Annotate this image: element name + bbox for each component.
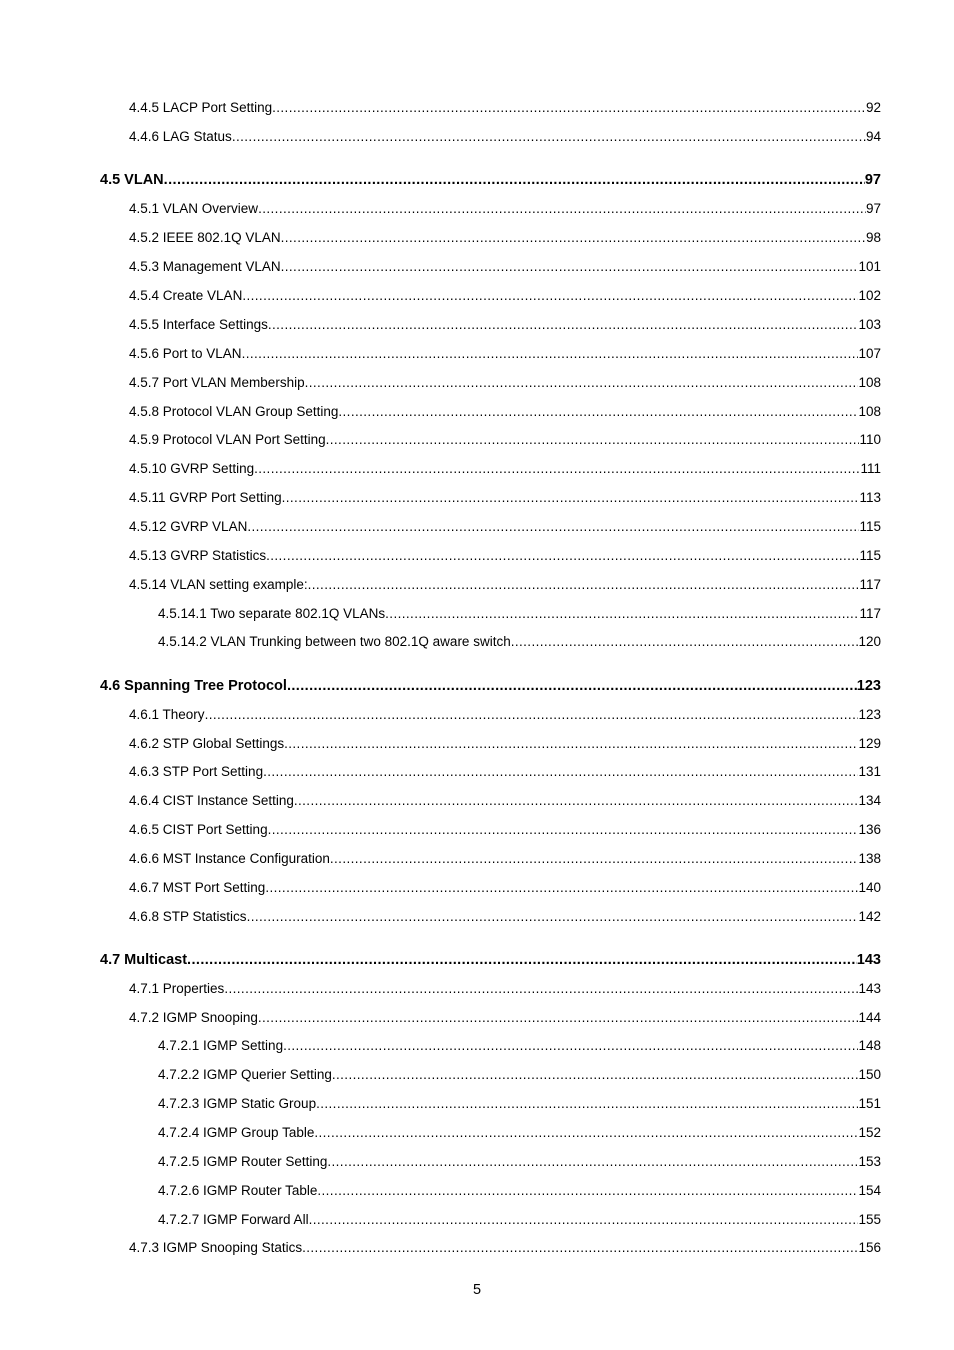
- toc-page-number: 103: [858, 317, 881, 332]
- toc-page-number: 140: [858, 880, 881, 895]
- toc-page-number: 94: [865, 129, 881, 144]
- toc-entry[interactable]: [129, 703, 881, 723]
- toc-page-number: 108: [858, 375, 881, 390]
- toc-dot-leader: [308, 577, 860, 593]
- toc-entry-title: 4.5 VLAN: [100, 172, 164, 188]
- toc-page-number: 143: [858, 981, 881, 996]
- toc-page-number: 92: [865, 100, 881, 115]
- toc-dot-leader: [284, 736, 858, 752]
- toc-page-number: 102: [858, 288, 881, 303]
- toc-entry[interactable]: [129, 760, 881, 780]
- toc-entry[interactable]: [158, 602, 881, 622]
- toc-entry-title: 4.6.8 STP Statistics: [129, 909, 247, 924]
- toc-entry[interactable]: [158, 1092, 881, 1112]
- toc-dot-leader: [511, 634, 859, 650]
- toc-entry[interactable]: [129, 371, 881, 391]
- toc-entry-title: 4.5.1 VLAN Overview: [129, 201, 259, 216]
- toc-dot-leader: [305, 375, 859, 391]
- toc-dot-leader: [316, 1096, 858, 1112]
- toc-page-number: 148: [858, 1038, 881, 1053]
- toc-entry-title: 4.5.14.2 VLAN Trunking between two 802.1Q aware switch: [158, 634, 511, 649]
- toc-entry-title: 4.5.5 Interface Settings: [129, 317, 268, 332]
- toc-entry-title: 4.7.2.7 IGMP Forward All: [158, 1212, 309, 1227]
- toc-entry-title: 4.7.2.3 IGMP Static Group: [158, 1096, 317, 1111]
- toc-entry[interactable]: [129, 255, 881, 275]
- toc-dot-leader: [265, 880, 858, 896]
- toc-page-number: 113: [859, 490, 881, 505]
- toc-entry-title: 4.6.2 STP Global Settings: [129, 736, 285, 751]
- toc-page-number: 131: [858, 764, 881, 779]
- toc-entry-title: 4.7.2.1 IGMP Setting: [158, 1038, 284, 1053]
- toc-entry[interactable]: [129, 457, 881, 477]
- toc-entry-title: 4.6.7 MST Port Setting: [129, 880, 266, 895]
- toc-page-number: 144: [858, 1010, 881, 1025]
- toc-page-number: 117: [859, 577, 881, 592]
- toc-dot-leader: [314, 1125, 858, 1141]
- toc-entry-title: 4.5.6 Port to VLAN: [129, 346, 242, 361]
- toc-page-number: 120: [858, 634, 881, 649]
- toc-dot-leader: [327, 1154, 858, 1170]
- toc-entry[interactable]: [129, 876, 881, 896]
- toc-dot-leader: [263, 764, 858, 780]
- toc-dot-leader: [338, 404, 858, 420]
- toc-dot-leader: [294, 793, 859, 809]
- toc-entry[interactable]: [158, 1034, 881, 1054]
- toc-page-number: 97: [864, 172, 881, 188]
- toc-dot-leader: [266, 548, 859, 564]
- toc-entry-title: 4.7.2.4 IGMP Group Table: [158, 1125, 315, 1140]
- toc-page-number: 143: [856, 952, 881, 968]
- toc-dot-leader: [282, 490, 860, 506]
- toc-entry-title: 4.5.9 Protocol VLAN Port Setting: [129, 432, 326, 447]
- toc-page-number: 110: [859, 432, 881, 447]
- toc-entry-title: 4.5.2 IEEE 802.1Q VLAN: [129, 230, 281, 245]
- toc-dot-leader: [272, 100, 866, 116]
- toc-dot-leader: [317, 1183, 858, 1199]
- toc-entry-title: 4.6.1 Theory: [129, 707, 205, 722]
- toc-dot-leader: [254, 461, 860, 477]
- toc-entry[interactable]: [129, 313, 881, 333]
- toc-dot-leader: [302, 1240, 858, 1256]
- toc-entry[interactable]: [129, 818, 881, 838]
- toc-page-number: 129: [858, 736, 881, 751]
- toc-dot-leader: [326, 432, 860, 448]
- toc-entry[interactable]: [158, 1179, 881, 1199]
- toc-page-number: 117: [859, 606, 881, 621]
- toc-page-number: 123: [856, 678, 881, 694]
- toc-dot-leader: [268, 822, 859, 838]
- page-number: 5: [472, 1282, 482, 1298]
- toc-entry-title: 4.5.14 VLAN setting example:: [129, 577, 308, 592]
- toc-entry-title: 4.5.11 GVRP Port Setting: [129, 490, 282, 505]
- toc-entry-title: 4.7.2.5 IGMP Router Setting: [158, 1154, 328, 1169]
- toc-dot-leader: [232, 129, 866, 145]
- toc-section-heading[interactable]: [100, 948, 881, 968]
- toc-entry-title: 4.4.5 LACP Port Setting: [129, 100, 273, 115]
- toc-dot-leader: [283, 1038, 858, 1054]
- toc-page-number: 98: [865, 230, 881, 245]
- toc-entry-title: 4.7 Multicast: [100, 952, 188, 968]
- toc-section-heading[interactable]: [100, 674, 881, 694]
- toc-entry[interactable]: [158, 1063, 881, 1083]
- toc-entry-title: 4.6.6 MST Instance Configuration: [129, 851, 330, 866]
- toc-page-number: 111: [860, 461, 881, 476]
- toc-entry-title: 4.5.3 Management VLAN: [129, 259, 281, 274]
- toc-entry[interactable]: [129, 125, 881, 145]
- toc-entry-title: 4.5.13 GVRP Statistics: [129, 548, 267, 563]
- toc-entry-title: 4.5.10 GVRP Setting: [129, 461, 255, 476]
- toc-dot-leader: [247, 909, 859, 925]
- toc-entry-title: 4.7.3 IGMP Snooping Statics: [129, 1240, 303, 1255]
- toc-page-number: 115: [859, 548, 881, 563]
- toc-entry[interactable]: [158, 1121, 881, 1141]
- toc-dot-leader: [258, 201, 866, 217]
- toc-entry-title: 4.7.2.6 IGMP Router Table: [158, 1183, 318, 1198]
- toc-page-number: 136: [858, 822, 881, 837]
- toc-entry[interactable]: [158, 630, 881, 650]
- toc-entry[interactable]: [129, 342, 881, 362]
- toc-entry-title: 4.6 Spanning Tree Protocol: [100, 678, 287, 694]
- toc-dot-leader: [332, 1067, 859, 1083]
- toc-dot-leader: [258, 1010, 859, 1026]
- toc-dot-leader: [205, 707, 859, 723]
- toc-entry[interactable]: [129, 1236, 881, 1256]
- toc-entry-title: 4.6.4 CIST Instance Setting: [129, 793, 294, 808]
- toc-entry[interactable]: [158, 1208, 881, 1228]
- toc-page-number: 107: [858, 346, 881, 361]
- toc-entry[interactable]: [129, 284, 881, 304]
- toc-dot-leader: [268, 317, 859, 333]
- toc-entry-title: 4.5.4 Create VLAN: [129, 288, 243, 303]
- toc-entry[interactable]: [129, 486, 881, 506]
- toc-page-number: 156: [858, 1240, 881, 1255]
- toc-dot-leader: [224, 981, 858, 997]
- toc-entry[interactable]: [129, 789, 881, 809]
- toc-page-number: 150: [858, 1067, 881, 1082]
- toc-dot-leader: [164, 172, 865, 188]
- toc-entry[interactable]: [129, 905, 881, 925]
- toc-entry[interactable]: [129, 400, 881, 420]
- toc-entry-title: 4.7.2.2 IGMP Querier Setting: [158, 1067, 332, 1082]
- toc-entry[interactable]: [129, 515, 881, 535]
- toc-entry[interactable]: [158, 1150, 881, 1170]
- toc-page-number: 153: [858, 1154, 881, 1169]
- toc-page-number: 115: [859, 519, 881, 534]
- toc-entry-title: 4.6.5 CIST Port Setting: [129, 822, 268, 837]
- toc-page-number: 123: [858, 707, 881, 722]
- toc-dot-leader: [187, 952, 857, 968]
- toc-entry-title: 4.7.2 IGMP Snooping: [129, 1010, 258, 1025]
- toc-entry-title: 4.5.12 GVRP VLAN: [129, 519, 248, 534]
- toc-entry[interactable]: [129, 96, 881, 116]
- toc-page-number: 155: [858, 1212, 881, 1227]
- toc-entry-title: 4.6.3 STP Port Setting: [129, 764, 264, 779]
- toc-entry[interactable]: [129, 226, 881, 246]
- toc-entry-title: 4.7.1 Properties: [129, 981, 225, 996]
- toc-entry[interactable]: [129, 428, 881, 448]
- toc-dot-leader: [309, 1212, 859, 1228]
- toc-page-number: 97: [865, 201, 881, 216]
- toc-dot-leader: [242, 288, 858, 304]
- toc-dot-leader: [281, 230, 866, 246]
- toc-page-number: 151: [858, 1096, 881, 1111]
- toc-entry[interactable]: [129, 544, 881, 564]
- toc-entry-title: 4.5.14.1 Two separate 802.1Q VLANs: [158, 606, 386, 621]
- toc-entry-title: 4.5.7 Port VLAN Membership: [129, 375, 305, 390]
- toc-entry[interactable]: [129, 732, 881, 752]
- toc-entry[interactable]: [129, 573, 881, 593]
- toc-entry[interactable]: [129, 197, 881, 217]
- toc-dot-leader: [330, 851, 859, 867]
- toc-entry[interactable]: [129, 847, 881, 867]
- toc-page-number: 152: [858, 1125, 881, 1140]
- toc-dot-leader: [247, 519, 859, 535]
- toc-page-number: 154: [858, 1183, 881, 1198]
- toc-page-number: 108: [858, 404, 881, 419]
- toc-dot-leader: [385, 606, 859, 622]
- toc-page-number: 101: [858, 259, 881, 274]
- toc-dot-leader: [242, 346, 859, 362]
- toc-dot-leader: [287, 678, 857, 694]
- toc-entry[interactable]: [129, 977, 881, 997]
- toc-page-number: 142: [858, 909, 881, 924]
- toc-section-heading[interactable]: [100, 168, 881, 188]
- toc-page-number: 134: [858, 793, 881, 808]
- toc-page-number: 138: [858, 851, 881, 866]
- toc-entry-title: 4.5.8 Protocol VLAN Group Setting: [129, 404, 339, 419]
- toc-entry[interactable]: [129, 1006, 881, 1026]
- toc-dot-leader: [281, 259, 859, 275]
- toc-entry-title: 4.4.6 LAG Status: [129, 129, 232, 144]
